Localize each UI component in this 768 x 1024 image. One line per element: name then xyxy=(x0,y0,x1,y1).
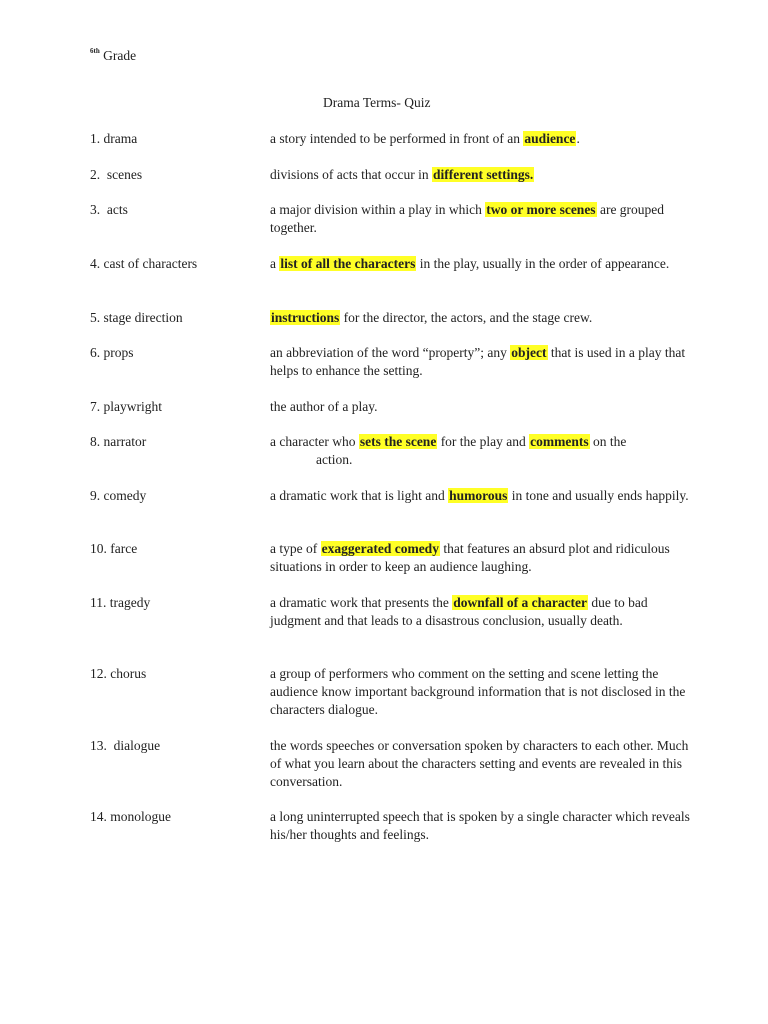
definition-text: for the play and xyxy=(437,434,530,449)
term-label: 13. dialogue xyxy=(90,738,161,753)
definition-text: action. xyxy=(316,452,353,467)
grade-label: Grade xyxy=(103,48,137,63)
term-label: 4. cast of characters xyxy=(90,256,198,271)
definition-text: divisions of acts that occur in xyxy=(270,167,432,182)
term-definition xyxy=(270,166,690,184)
highlighted-key-phrase: exaggerated comedy xyxy=(321,541,439,556)
definition-text: an abbreviation of the word “property”; any xyxy=(270,345,511,360)
definition-text: . xyxy=(576,131,580,146)
definition-text: for the director, the actors, and the stage crew. xyxy=(340,310,593,325)
term-definition xyxy=(270,594,690,630)
highlighted-key-phrase: different settings. xyxy=(432,167,534,182)
term-label: 6. props xyxy=(90,345,134,360)
term-definition xyxy=(270,130,690,148)
definition-text: due to bad judgment and that leads to a disastrous conclusion, usually death. xyxy=(270,595,648,628)
term-label: 9. comedy xyxy=(90,488,147,503)
definition-text: the author of a play. xyxy=(270,399,378,414)
term-label: 12. chorus xyxy=(90,666,147,681)
term-label: 5. stage direction xyxy=(90,310,183,325)
highlighted-key-phrase: two or more scenes xyxy=(486,202,596,217)
term-label: 11. tragedy xyxy=(90,595,151,610)
highlighted-key-phrase: sets the scene xyxy=(359,434,437,449)
definition-text: a major division within a play in which xyxy=(270,202,486,217)
term-definition xyxy=(270,255,690,273)
term-label: 3. acts xyxy=(90,202,128,217)
term-label: 2. scenes xyxy=(90,167,143,182)
highlighted-key-phrase: comments xyxy=(530,434,589,449)
page-title: Drama Terms- Quiz xyxy=(323,95,431,110)
definition-text: a character who xyxy=(270,434,359,449)
term-label: 1. drama xyxy=(90,131,138,146)
term-definition xyxy=(270,433,690,469)
definition-text: a type of xyxy=(270,541,321,556)
definition-text: a xyxy=(270,256,280,271)
definition-text: in tone and usually ends happily. xyxy=(508,488,689,503)
definition-text: that features an absurd plot and ridiculous situations in order to keep an audience laughing. xyxy=(270,541,670,574)
grade-superscript: 6th xyxy=(90,47,100,55)
term-definition xyxy=(270,201,690,237)
term-definition xyxy=(270,665,690,719)
term-definition xyxy=(270,737,690,791)
grade-heading xyxy=(90,47,136,65)
highlighted-key-phrase: downfall of a character xyxy=(453,595,588,610)
definition-text: a story intended to be performed in front of an xyxy=(270,131,524,146)
definition-text: the words speeches or conversation spoken by characters to each other. Much of what you learn about the characters setting and events are revealed in this conversation. xyxy=(270,738,689,789)
highlighted-key-phrase: instructions xyxy=(271,310,340,325)
definition-text: a dramatic work that is light and xyxy=(270,488,449,503)
term-definition xyxy=(270,309,690,327)
term-definition xyxy=(270,540,690,576)
term-label: 14. monologue xyxy=(90,809,171,824)
highlighted-key-phrase: object xyxy=(511,345,547,360)
term-label: 7. playwright xyxy=(90,399,162,414)
highlighted-key-phrase: humorous xyxy=(449,488,508,503)
definition-text: on the xyxy=(589,434,627,449)
definition-text: in the play, usually in the order of appearance. xyxy=(416,256,670,271)
highlighted-key-phrase: list of all the characters xyxy=(280,256,416,271)
term-label: 10. farce xyxy=(90,541,138,556)
definition-text: a group of performers who comment on the setting and scene letting the audience know important background information that is not disclosed in the characters dialogue. xyxy=(270,666,686,717)
definition-text: are grouped together. xyxy=(270,202,665,235)
definition-text: a long uninterrupted speech that is spoken by a single character which reveals his/her thoughts and feelings. xyxy=(270,809,690,842)
definition-text: that is used in a play that helps to enhance the setting. xyxy=(270,345,686,378)
highlighted-key-phrase: audience xyxy=(524,131,576,146)
term-definition xyxy=(270,808,690,844)
term-definition xyxy=(270,344,690,380)
term-label: 8. narrator xyxy=(90,434,147,449)
definition-text: a dramatic work that presents the xyxy=(270,595,453,610)
term-definition xyxy=(270,487,690,505)
term-definition xyxy=(270,398,690,416)
